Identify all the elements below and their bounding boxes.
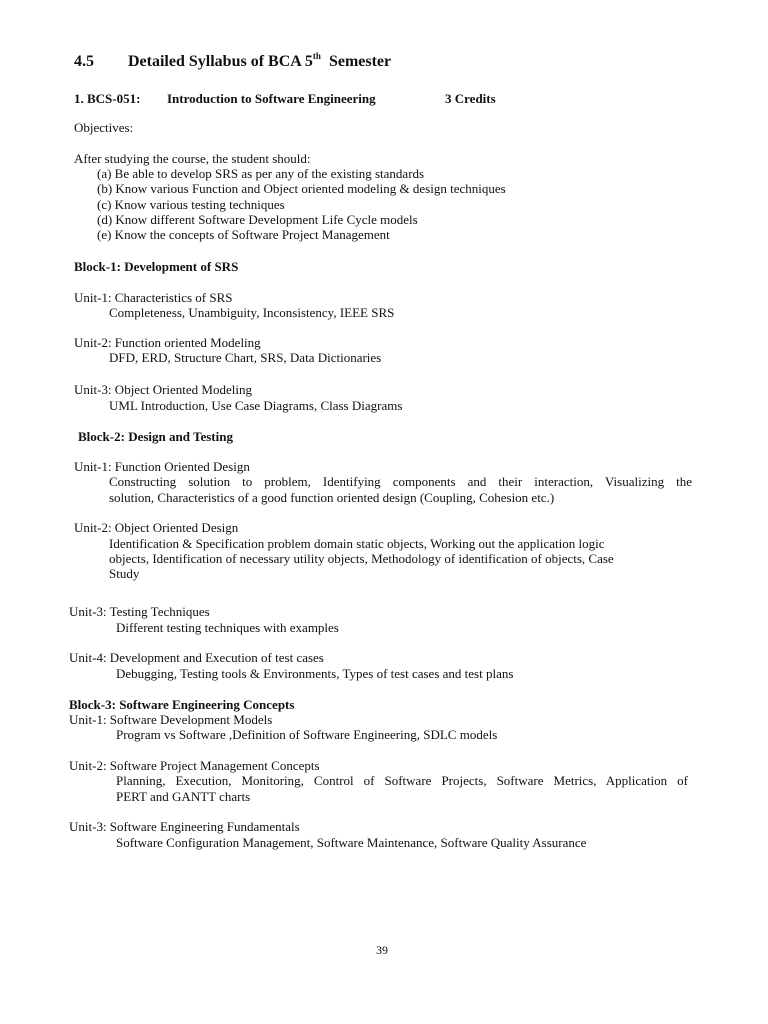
block-1-title: Block-1: Development of SRS: [74, 259, 239, 274]
unit-description: Planning, Execution, Monitoring, Control of Software Projects, Software Metrics, Application of: [116, 773, 688, 788]
unit-description: Software Configuration Management, Software Maintenance, Software Quality Assurance: [116, 835, 587, 850]
unit-description: PERT and GANTT charts: [116, 789, 251, 804]
block-3-title: Block-3: Software Engineering Concepts: [69, 697, 295, 712]
unit-description: Debugging, Testing tools & Environments, Types of test cases and test plans: [116, 666, 514, 681]
unit-description: UML Introduction, Use Case Diagrams, Class Diagrams: [109, 398, 403, 413]
section-number: 4.5: [74, 53, 94, 70]
objective-item: (e) Know the concepts of Software Project Management: [97, 227, 390, 242]
unit-title: Unit-1: Function Oriented Design: [74, 459, 250, 474]
course-code: 1. BCS-051:: [74, 91, 141, 106]
page-title-text: Detailed Syllabus of BCA 5: [128, 53, 313, 70]
objective-item: (c) Know various testing techniques: [97, 197, 285, 212]
course-credits: 3 Credits: [445, 91, 496, 106]
unit-description: Program vs Software ,Definition of Software Engineering, SDLC models: [116, 727, 498, 742]
page-title: [128, 50, 392, 70]
unit-description: objects, Identification of necessary utility objects, Methodology of identification of objects, Case: [109, 551, 614, 566]
unit-title: Unit-3: Software Engineering Fundamentals: [69, 819, 300, 834]
unit-title: Unit-2: Software Project Management Concepts: [69, 758, 320, 773]
unit-description: Identification & Specification problem domain static objects, Working out the application logic: [109, 536, 605, 551]
unit-description: Constructing solution to problem, Identifying components and their interaction, Visualizing the: [109, 474, 692, 489]
unit-title: Unit-1: Software Development Models: [69, 712, 273, 727]
objectives-intro: After studying the course, the student should:: [74, 151, 311, 166]
unit-description: DFD, ERD, Structure Chart, SRS, Data Dictionaries: [109, 350, 382, 365]
unit-title: Unit-3: Object Oriented Modeling: [74, 382, 252, 397]
unit-title: Unit-1: Characteristics of SRS: [74, 290, 233, 305]
unit-title: Unit-2: Function oriented Modeling: [74, 335, 261, 350]
objectives-label: Objectives:: [74, 120, 134, 135]
block-2-title: Block-2: Design and Testing: [78, 429, 233, 444]
course-name: Introduction to Software Engineering: [167, 91, 376, 106]
unit-title: Unit-3: Testing Techniques: [69, 604, 210, 619]
unit-title: Unit-4: Development and Execution of test cases: [69, 650, 324, 665]
unit-description: Completeness, Unambiguity, Inconsistency, IEEE SRS: [109, 305, 395, 320]
page-title-end: Semester: [328, 53, 392, 70]
unit-title: Unit-2: Object Oriented Design: [74, 520, 239, 535]
page-title-superscript: th: [312, 50, 321, 61]
unit-description: Different testing techniques with examples: [116, 620, 339, 635]
objective-item: (d) Know different Software Development Life Cycle models: [97, 212, 418, 227]
unit-description: solution, Characteristics of a good function oriented design (Coupling, Cohesion etc.): [109, 490, 555, 505]
page-number: 39: [376, 943, 388, 957]
objective-item: (b) Know various Function and Object oriented modeling & design techniques: [97, 181, 506, 196]
unit-description: Study: [109, 566, 140, 581]
objective-item: (a) Be able to develop SRS as per any of the existing standards: [97, 166, 425, 181]
